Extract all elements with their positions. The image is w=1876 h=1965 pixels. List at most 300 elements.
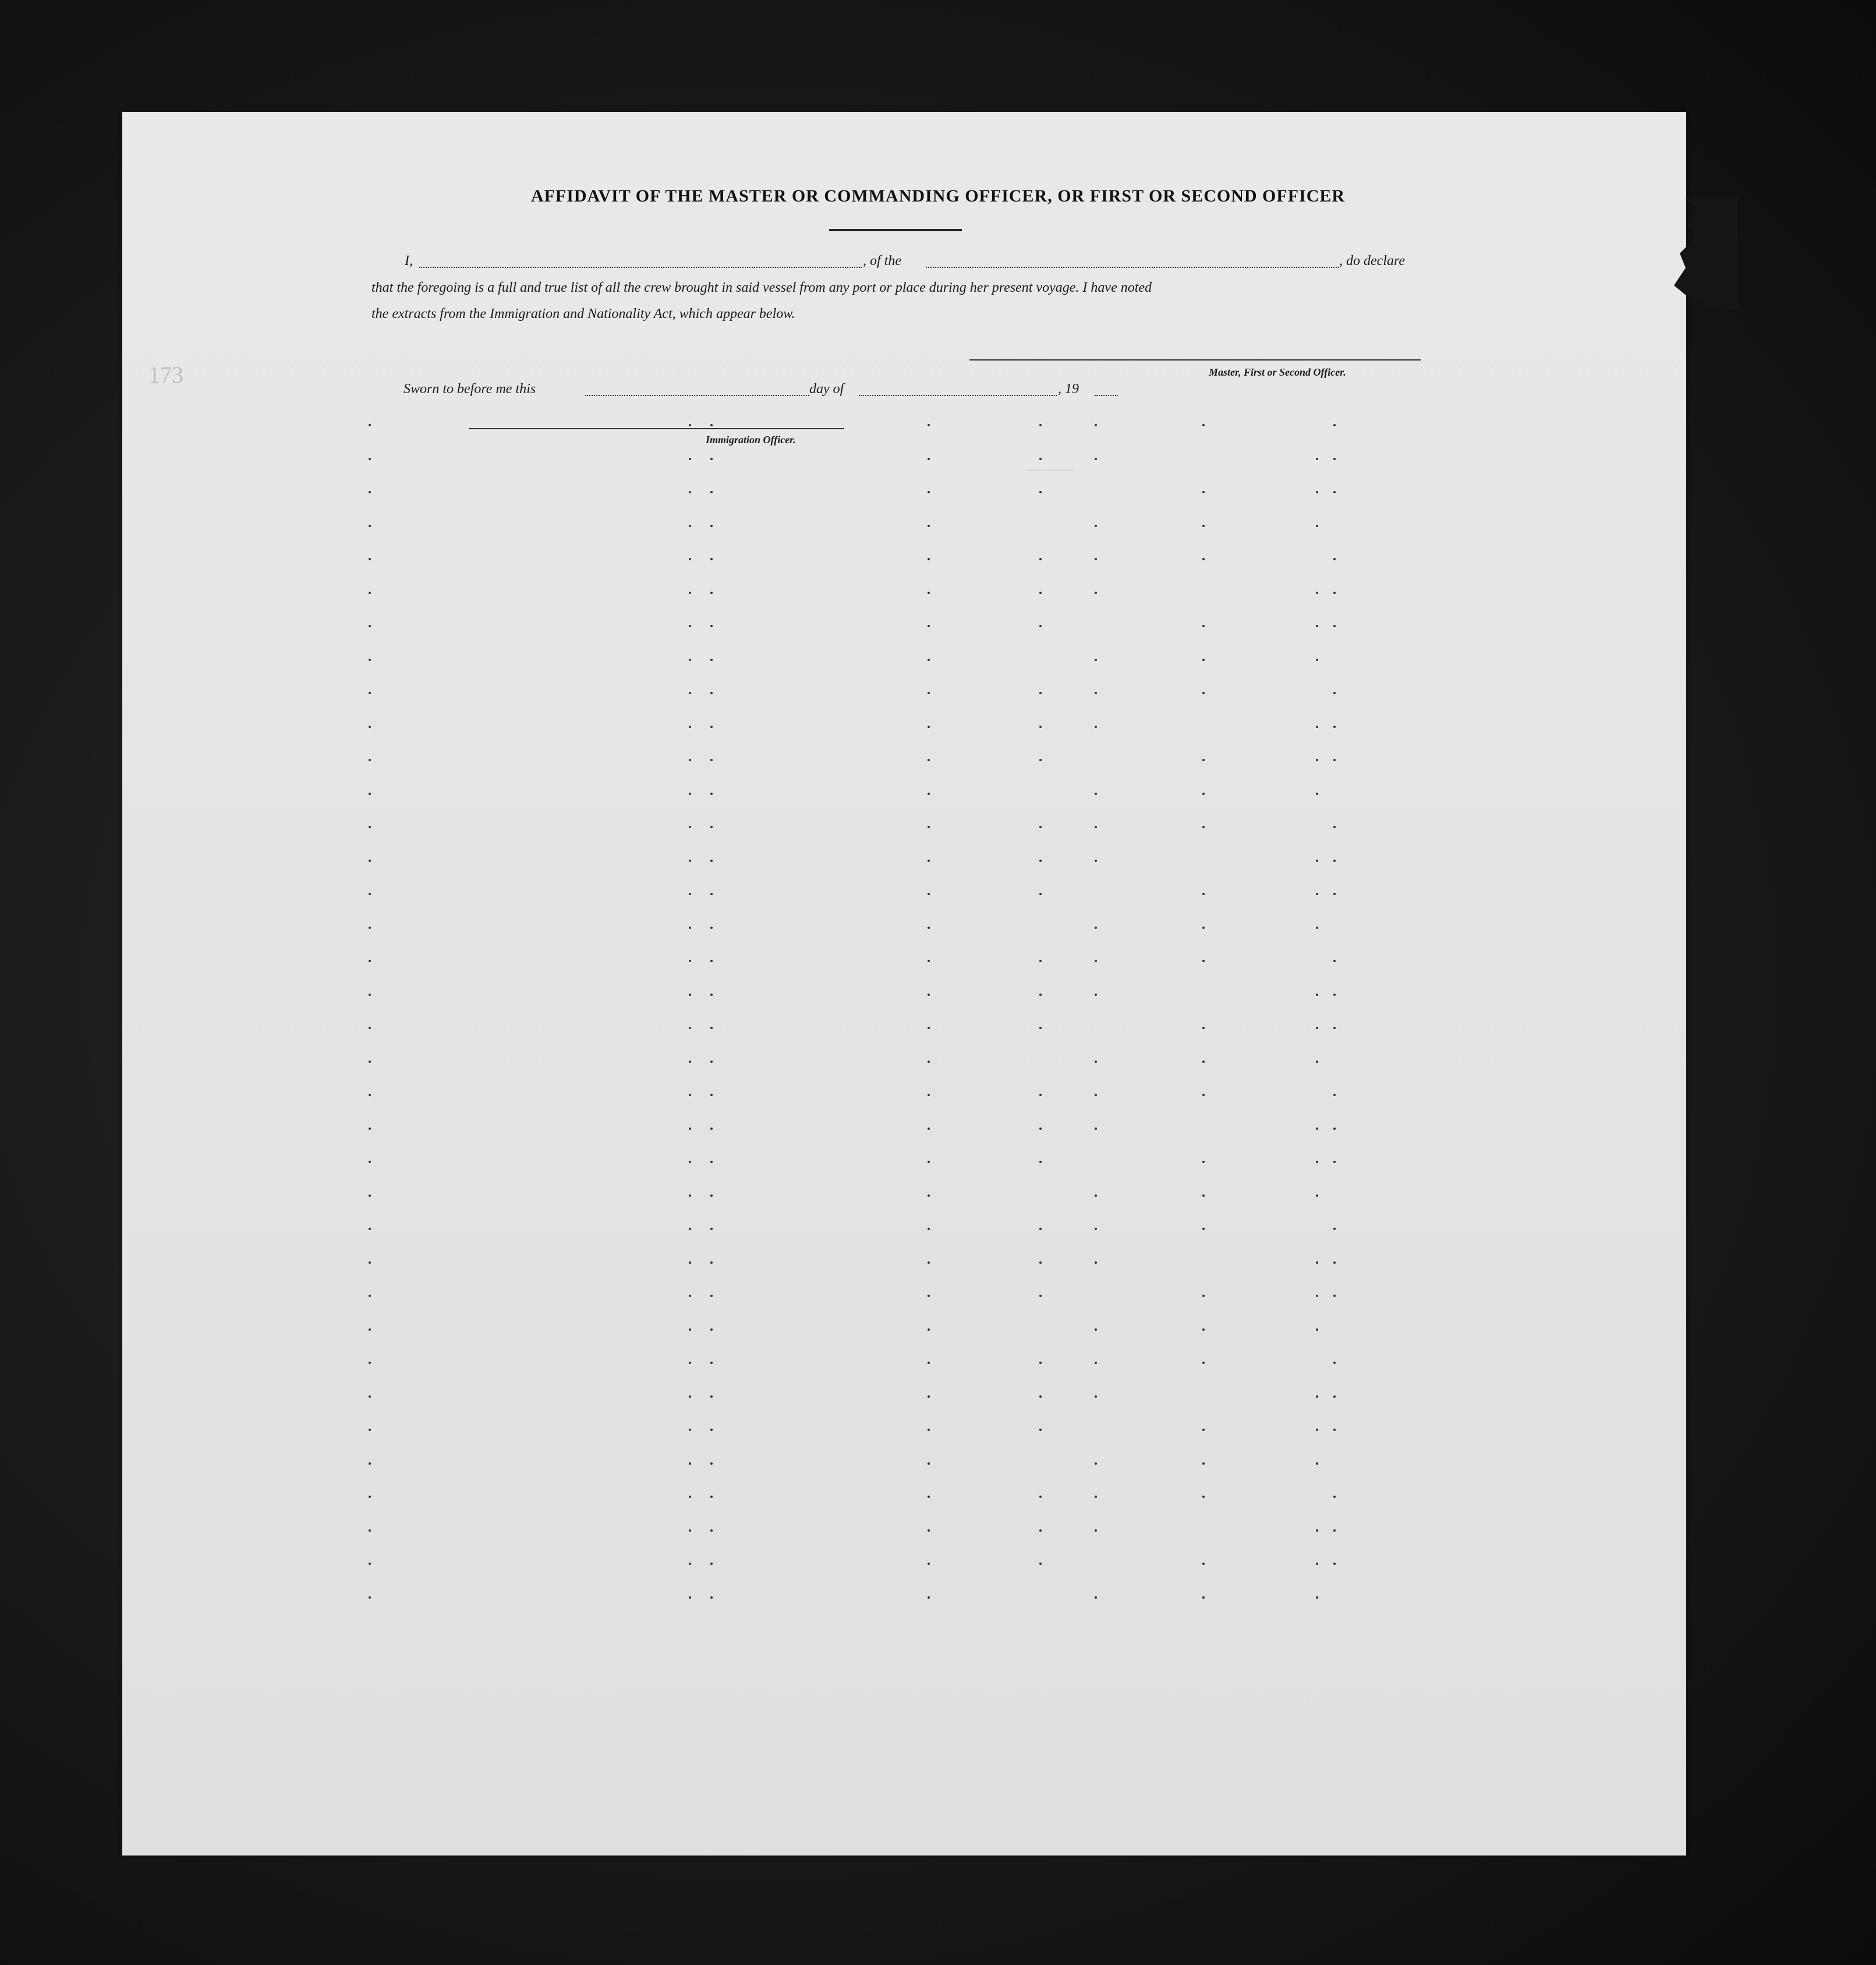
sworn-day-field[interactable] [585,395,809,396]
column-dot [1202,491,1205,493]
column-dot [710,1061,713,1063]
column-dot [1333,1496,1336,1498]
column-dot [1333,424,1336,426]
column-dot [1095,458,1097,460]
column-dot [689,1496,691,1498]
column-dot [1333,1161,1336,1163]
column-dot [369,1161,371,1163]
column-dot [1095,692,1097,694]
column-dot [369,1295,371,1297]
column-dot [1316,1128,1318,1130]
column-dot [928,458,930,460]
column-dot [1333,592,1336,594]
column-dot [1039,826,1042,828]
column-dot [689,1596,691,1599]
column-dot [1202,826,1205,828]
column-dot [928,625,930,627]
column-dot [1333,759,1336,761]
column-dot [710,491,713,493]
column-dot [1039,860,1042,862]
column-dot [1039,1429,1042,1431]
column-dot [1095,1596,1097,1599]
column-dot [1333,1395,1336,1398]
master-signature-line[interactable] [969,359,1421,361]
column-dot [1095,927,1097,929]
column-dot [710,927,713,929]
column-dot [1316,1161,1318,1163]
column-dot [1333,1563,1336,1565]
column-dot [710,525,713,527]
column-dot [369,1261,371,1264]
declaration-line-2: that the foregoing is a full and true list of all the crew brought in said vessel from any port or place during her present voyage. I have noted [371,280,1152,295]
column-dot [928,994,930,996]
column-dot [1202,960,1205,962]
column-dot [1202,625,1205,627]
column-dot [1316,491,1318,493]
column-dot [1095,726,1097,728]
column-dot [369,1496,371,1498]
master-signature-caption: Master, First or Second Officer. [1209,366,1346,378]
column-dot [369,1094,371,1096]
column-dot [928,1228,930,1230]
column-dot [1316,525,1318,527]
column-dot [369,927,371,929]
column-dot [710,1529,713,1532]
column-dot [1333,625,1336,627]
column-dot [928,1529,930,1532]
column-dot [1095,525,1097,527]
column-dot [1316,1061,1318,1063]
of-the-text: , of the [863,253,901,268]
column-dot [928,893,930,895]
column-dot [1333,1094,1336,1096]
column-dot [1202,558,1205,560]
column-dot [1095,1496,1097,1498]
column-dot [1333,692,1336,694]
column-dot [369,1462,371,1465]
column-dot [1316,893,1318,895]
column-dot [928,1027,930,1029]
column-dot [1316,458,1318,460]
column-dot [1039,994,1042,996]
column-dot [689,726,691,728]
column-dot [1202,1295,1205,1297]
column-dot [689,1228,691,1230]
column-dot [689,491,691,493]
column-dot [710,1027,713,1029]
column-dot [1316,1563,1318,1565]
column-dot [710,1395,713,1398]
column-dot [1095,1094,1097,1096]
column-dot [710,826,713,828]
column-dot [1333,893,1336,895]
column-dot [689,1362,691,1364]
affidavit-title: AFFIDAVIT OF THE MASTER OR COMMANDING OFFICER, OR FIRST OR SECOND OFFICER [530,186,1346,206]
column-dot [1039,1362,1042,1364]
column-dot [1316,1596,1318,1599]
vessel-name-field[interactable] [926,267,1339,268]
column-dot [928,759,930,761]
column-dot [1202,1027,1205,1029]
column-dot [369,726,371,728]
column-dot [1316,1328,1318,1331]
do-declare-text: , do declare [1339,253,1406,268]
bleed-through-text: ——— [1025,460,1074,478]
column-dot [1333,1027,1336,1029]
column-dot [928,1061,930,1063]
column-dot [1095,826,1097,828]
column-dot [369,458,371,460]
margin-mark: 173 [148,362,183,388]
column-dot [369,1027,371,1029]
column-dot [689,927,691,929]
column-dot [369,960,371,962]
column-dot [689,424,691,426]
column-dot [710,592,713,594]
column-dot [1202,1362,1205,1364]
column-dot [928,960,930,962]
column-dot [1095,558,1097,560]
column-dot [928,1429,930,1431]
column-dot [710,659,713,661]
column-dot [1095,1228,1097,1230]
column-dot [689,759,691,761]
column-dot [689,1295,691,1297]
column-dot [1333,491,1336,493]
sworn-prefix: Sworn to before me this [403,381,536,397]
column-dot [1202,1328,1205,1331]
column-dot [928,793,930,795]
column-dot [689,994,691,996]
column-dot [369,826,371,828]
column-dot [689,1261,691,1264]
column-dot [1095,1395,1097,1398]
column-dot [369,1529,371,1532]
column-dot [710,558,713,560]
column-dot [1316,1027,1318,1029]
column-dot [369,893,371,895]
column-dot [1039,1563,1042,1565]
sworn-year-field[interactable] [1095,395,1118,396]
column-dot [1333,960,1336,962]
column-dot [928,1094,930,1096]
column-dot [1202,1429,1205,1431]
sworn-month-field[interactable] [859,395,1057,396]
column-dot [689,893,691,895]
column-dot [369,1328,371,1331]
column-dot [928,659,930,661]
column-dot [928,1462,930,1465]
column-dot [689,458,691,460]
column-dot [710,1496,713,1498]
column-dot [689,1194,691,1197]
column-dot [1095,994,1097,996]
column-dot [1202,1496,1205,1498]
immigration-officer-caption: Immigration Officer. [706,434,796,446]
column-dot [369,1563,371,1565]
column-dot [369,659,371,661]
column-dot [689,1429,691,1431]
column-dot [710,1429,713,1431]
column-dot [689,826,691,828]
column-dot [369,793,371,795]
column-dot [710,1462,713,1465]
column-dot [369,558,371,560]
column-dot [928,1194,930,1197]
column-dot [1039,625,1042,627]
column-dot [369,1395,371,1398]
column-dot [369,1228,371,1230]
column-dot [1316,793,1318,795]
column-dot [1316,1194,1318,1197]
column-dot [710,860,713,862]
column-dot [1333,1261,1336,1264]
column-dot [928,826,930,828]
column-dot [1039,759,1042,761]
column-dot [369,424,371,426]
declarant-name-field[interactable] [419,267,862,268]
column-dot [710,1328,713,1331]
column-dot [1316,1395,1318,1398]
column-dot [1316,860,1318,862]
column-dot [1202,1596,1205,1599]
column-dot [1333,1295,1336,1297]
column-dot [928,1596,930,1599]
column-dot [710,1295,713,1297]
column-dot [689,1161,691,1163]
column-dot [710,1563,713,1565]
column-dot [369,692,371,694]
column-dot [369,592,371,594]
column-dot [710,692,713,694]
column-dot [1316,759,1318,761]
column-dot [1316,1529,1318,1532]
title-rule [829,229,962,231]
column-dot [710,1362,713,1364]
column-dot [1333,458,1336,460]
column-dot [1202,893,1205,895]
column-dot [928,860,930,862]
column-dot [928,1563,930,1565]
column-dot [1202,1228,1205,1230]
column-dot [1316,625,1318,627]
column-dot [1316,726,1318,728]
column-dot [1316,1429,1318,1431]
column-dot [1039,1261,1042,1264]
column-dot [1039,1161,1042,1163]
column-dot [1095,1362,1097,1364]
column-dot [369,1362,371,1364]
column-dot [689,1563,691,1565]
column-dot [1095,860,1097,862]
column-dot [1039,1295,1042,1297]
column-dot [1039,1027,1042,1029]
column-dot [1333,1362,1336,1364]
column-dot [1202,927,1205,929]
column-dot [1039,960,1042,962]
column-dot [1095,1529,1097,1532]
column-dot [710,458,713,460]
column-dot [689,1462,691,1465]
column-dot [689,793,691,795]
column-dot [1333,726,1336,728]
column-dot [1333,1128,1336,1130]
column-dot [689,625,691,627]
column-dot [928,726,930,728]
declaration-line-3: the extracts from the Immigration and Nationality Act, which appear below. [371,306,795,321]
column-dot [928,592,930,594]
column-dot [710,1094,713,1096]
column-dot [689,558,691,560]
column-dot [1316,994,1318,996]
column-dot [1039,1496,1042,1498]
column-dot [1202,1462,1205,1465]
column-dot [1316,592,1318,594]
column-dot [1039,893,1042,895]
column-dot [1095,1462,1097,1465]
column-dot [1202,1094,1205,1096]
column-dot [928,525,930,527]
column-dot [1039,1529,1042,1532]
column-dot [928,1328,930,1331]
declarant-prefix: I, [405,253,413,268]
column-dot [1095,960,1097,962]
torn-corner [1662,198,1738,309]
column-dot [369,1061,371,1063]
column-dot [1095,424,1097,426]
column-dot [1333,860,1336,862]
column-dot [1202,1194,1205,1197]
column-dot [928,491,930,493]
column-dot [1039,558,1042,560]
column-dot [1039,726,1042,728]
column-dot [689,1529,691,1532]
column-dot [1202,1563,1205,1565]
column-dot [1316,659,1318,661]
column-dot [1095,1128,1097,1130]
column-dot [710,759,713,761]
column-dot [369,491,371,493]
column-dot [1333,826,1336,828]
column-dot [1039,458,1042,460]
column-dot [710,424,713,426]
column-dot [1039,491,1042,493]
column-dot [689,525,691,527]
document-page [122,112,1686,1856]
immigration-officer-signature-line[interactable] [469,428,844,429]
column-dot [1095,1261,1097,1264]
column-dot [689,960,691,962]
column-dot [1202,659,1205,661]
column-dot [369,994,371,996]
column-dot [710,625,713,627]
column-dot [1039,1395,1042,1398]
year-text: , 19 [1058,381,1079,397]
column-dot [1095,1194,1097,1197]
column-dot [689,1027,691,1029]
column-dot [1202,525,1205,527]
column-dot [689,1061,691,1063]
column-dot [928,692,930,694]
column-dot [1095,592,1097,594]
column-dot [928,558,930,560]
column-dot [1316,1295,1318,1297]
column-dot [1333,1429,1336,1431]
column-dot [689,860,691,862]
column-dot [710,994,713,996]
column-dot [1333,558,1336,560]
column-dot [369,1596,371,1599]
column-dot [689,1094,691,1096]
column-dot [369,1429,371,1431]
column-dot [928,927,930,929]
column-dot [1039,1228,1042,1230]
column-dot [710,1128,713,1130]
column-dot [1202,759,1205,761]
column-dot [689,1328,691,1331]
column-dot [1316,1462,1318,1465]
column-dot [1039,1128,1042,1130]
column-dot [1095,1061,1097,1063]
column-dot [689,1128,691,1130]
column-dot [710,1194,713,1197]
column-dot [689,659,691,661]
column-dot [1316,1261,1318,1264]
column-dot [689,1395,691,1398]
column-dot [1039,1094,1042,1096]
column-dot [710,1228,713,1230]
column-dot [1333,994,1336,996]
column-dot [369,525,371,527]
column-dot [928,1161,930,1163]
column-dot [369,1194,371,1197]
column-dot [1039,424,1042,426]
column-dot [928,1261,930,1264]
column-dot [710,726,713,728]
column-dot [928,1128,930,1130]
column-dot [928,1496,930,1498]
day-of-text: day of [809,381,844,397]
column-dot [710,1261,713,1264]
column-dot [369,860,371,862]
column-dot [1202,692,1205,694]
column-dot [1316,927,1318,929]
column-dot [369,759,371,761]
column-dot [369,625,371,627]
column-dot [1095,793,1097,795]
column-dot [1202,1061,1205,1063]
column-dot [928,1362,930,1364]
column-dot [689,592,691,594]
column-dot [1202,793,1205,795]
column-dot [1202,424,1205,426]
column-dot [1333,1529,1336,1532]
column-dot [928,1295,930,1297]
column-dot [689,692,691,694]
column-dot [928,1395,930,1398]
column-dot [1202,1161,1205,1163]
column-dot [710,960,713,962]
column-dot [1095,659,1097,661]
column-dot [710,1596,713,1599]
column-dot [369,1128,371,1130]
column-dot [1095,1328,1097,1331]
column-dot [1333,1228,1336,1230]
column-dot [710,893,713,895]
column-dot [1039,592,1042,594]
column-dot [710,793,713,795]
column-dot [710,1161,713,1163]
